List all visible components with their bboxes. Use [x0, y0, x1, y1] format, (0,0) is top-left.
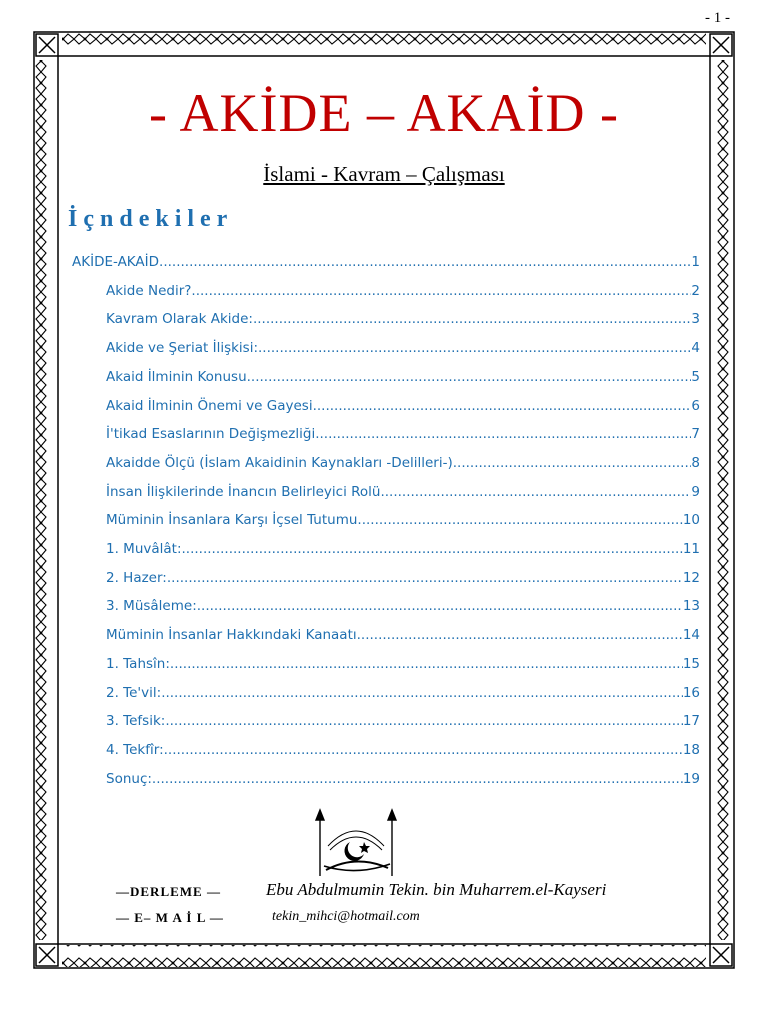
toc-item-page: 3 — [691, 311, 700, 327]
toc-item[interactable] — [106, 683, 700, 703]
toc-item[interactable] — [106, 568, 700, 588]
toc-item-label: Kavram Olarak Akide: — [106, 311, 253, 327]
document-title: - AKİDE – AKAİD - — [149, 83, 619, 143]
toc-item-page: 4 — [691, 340, 700, 356]
toc-item-page: 2 — [691, 283, 700, 299]
toc-item-page: 8 — [691, 455, 700, 471]
toc-item-label: Akaid İlminin Önemi ve Gayesi — [106, 398, 313, 414]
toc-item-page: 14 — [682, 627, 700, 643]
toc-item[interactable] — [106, 711, 700, 731]
page-number: - 1 - — [705, 10, 730, 26]
toc-item-label: Akide Nedir? — [106, 283, 192, 299]
toc-item-page: 7 — [691, 426, 700, 442]
toc-item-label: 4. Tekfîr: — [106, 742, 164, 758]
toc-item-leader — [357, 625, 683, 645]
email-label: — E– M A İ L — — [116, 910, 224, 925]
toc-item-page: 18 — [682, 742, 700, 758]
toc-item-leader — [253, 309, 691, 329]
toc-item-leader — [159, 252, 691, 272]
toc-item-leader — [170, 654, 683, 674]
toc-item-label: Sonuç: — [106, 771, 152, 787]
toc-item-leader — [315, 424, 691, 444]
toc-item[interactable] — [106, 510, 700, 530]
toc-item-label: 3. Tefsik: — [106, 713, 166, 729]
toc-item-label: İ'tikad Esaslarının Değişmezliği — [106, 426, 316, 442]
toc-item-label: Akide ve Şeriat İlişkisi: — [106, 340, 259, 356]
toc-heading: İçndekiler — [68, 206, 234, 232]
toc-item[interactable] — [106, 281, 700, 301]
toc-item[interactable] — [106, 396, 700, 416]
toc-item[interactable] — [106, 453, 700, 473]
email-link[interactable]: tekin_mihci@hotmail.com — [272, 909, 420, 924]
toc-item-label: 2. Hazer: — [106, 570, 167, 586]
toc-item-page: 13 — [682, 598, 700, 614]
toc-item-page: 1 — [691, 254, 700, 270]
toc-item[interactable] — [106, 740, 700, 760]
toc-item[interactable] — [106, 482, 700, 502]
toc-item-leader — [152, 769, 683, 789]
toc-item-label: Müminin İnsanlar Hakkındaki Kanaatı — [106, 627, 357, 643]
toc-item[interactable] — [106, 769, 700, 789]
toc-item[interactable] — [106, 596, 700, 616]
toc-item-page: 11 — [682, 541, 700, 557]
toc-item[interactable] — [106, 424, 700, 444]
toc-item-page: 17 — [682, 713, 700, 729]
toc-item-label: Müminin İnsanlara Karşı İçsel Tutumu — [106, 512, 358, 528]
toc-item[interactable] — [106, 338, 700, 358]
toc-item-leader — [247, 367, 692, 387]
compiled-by: Ebu Abdulmumin Tekin. bin Muharrem.el-Kayseri — [266, 880, 607, 899]
toc-item-leader — [191, 281, 691, 301]
toc-item-leader — [167, 568, 683, 588]
toc-item-label: 2. Te'vil: — [106, 685, 162, 701]
toc-item-leader — [161, 683, 683, 703]
toc-item-leader — [313, 396, 692, 416]
toc-item[interactable] — [106, 539, 700, 559]
toc-item-label: 3. Müsâleme: — [106, 598, 197, 614]
toc-item-page: 6 — [691, 398, 700, 414]
toc-item-page: 16 — [682, 685, 700, 701]
toc-item-leader — [453, 453, 692, 473]
toc-item-label: 1. Muvâlât: — [106, 541, 182, 557]
toc-item-page: 15 — [682, 656, 700, 672]
toc-item-page: 12 — [682, 570, 700, 586]
toc-item-leader — [380, 482, 691, 502]
toc-item-leader — [165, 711, 682, 731]
toc-item[interactable] — [106, 625, 700, 645]
toc-item-label: AKİDE-AKAİD — [72, 254, 160, 270]
toc-item-page: 19 — [682, 771, 700, 787]
toc-item-page: 10 — [682, 512, 700, 528]
document-subtitle: İslami - Kavram – Çalışması — [263, 162, 505, 186]
compiled-label: —DERLEME — — [116, 884, 221, 899]
toc-item-page: 5 — [691, 369, 700, 385]
toc-item[interactable] — [106, 367, 700, 387]
toc-item-label: Akaid İlminin Konusu — [106, 369, 247, 385]
toc-item-leader — [197, 596, 683, 616]
toc-item[interactable] — [72, 252, 700, 272]
toc-item-label: İnsan İlişkilerinde İnancın Belirleyici Rolü — [106, 484, 381, 500]
toc-item-leader — [164, 740, 683, 760]
toc-item-leader — [357, 510, 682, 530]
toc-item[interactable] — [106, 654, 700, 674]
crescent-swords-emblem — [306, 806, 406, 878]
toc-item-label: Akaidde Ölçü (İslam Akaidinin Kaynakları -Delilleri-) — [106, 455, 453, 471]
toc-item-leader — [258, 338, 691, 358]
toc-item[interactable] — [106, 309, 700, 329]
toc-item-page: 9 — [691, 484, 700, 500]
toc-item-leader — [182, 539, 683, 559]
toc-item-label: 1. Tahsîn: — [106, 656, 170, 672]
